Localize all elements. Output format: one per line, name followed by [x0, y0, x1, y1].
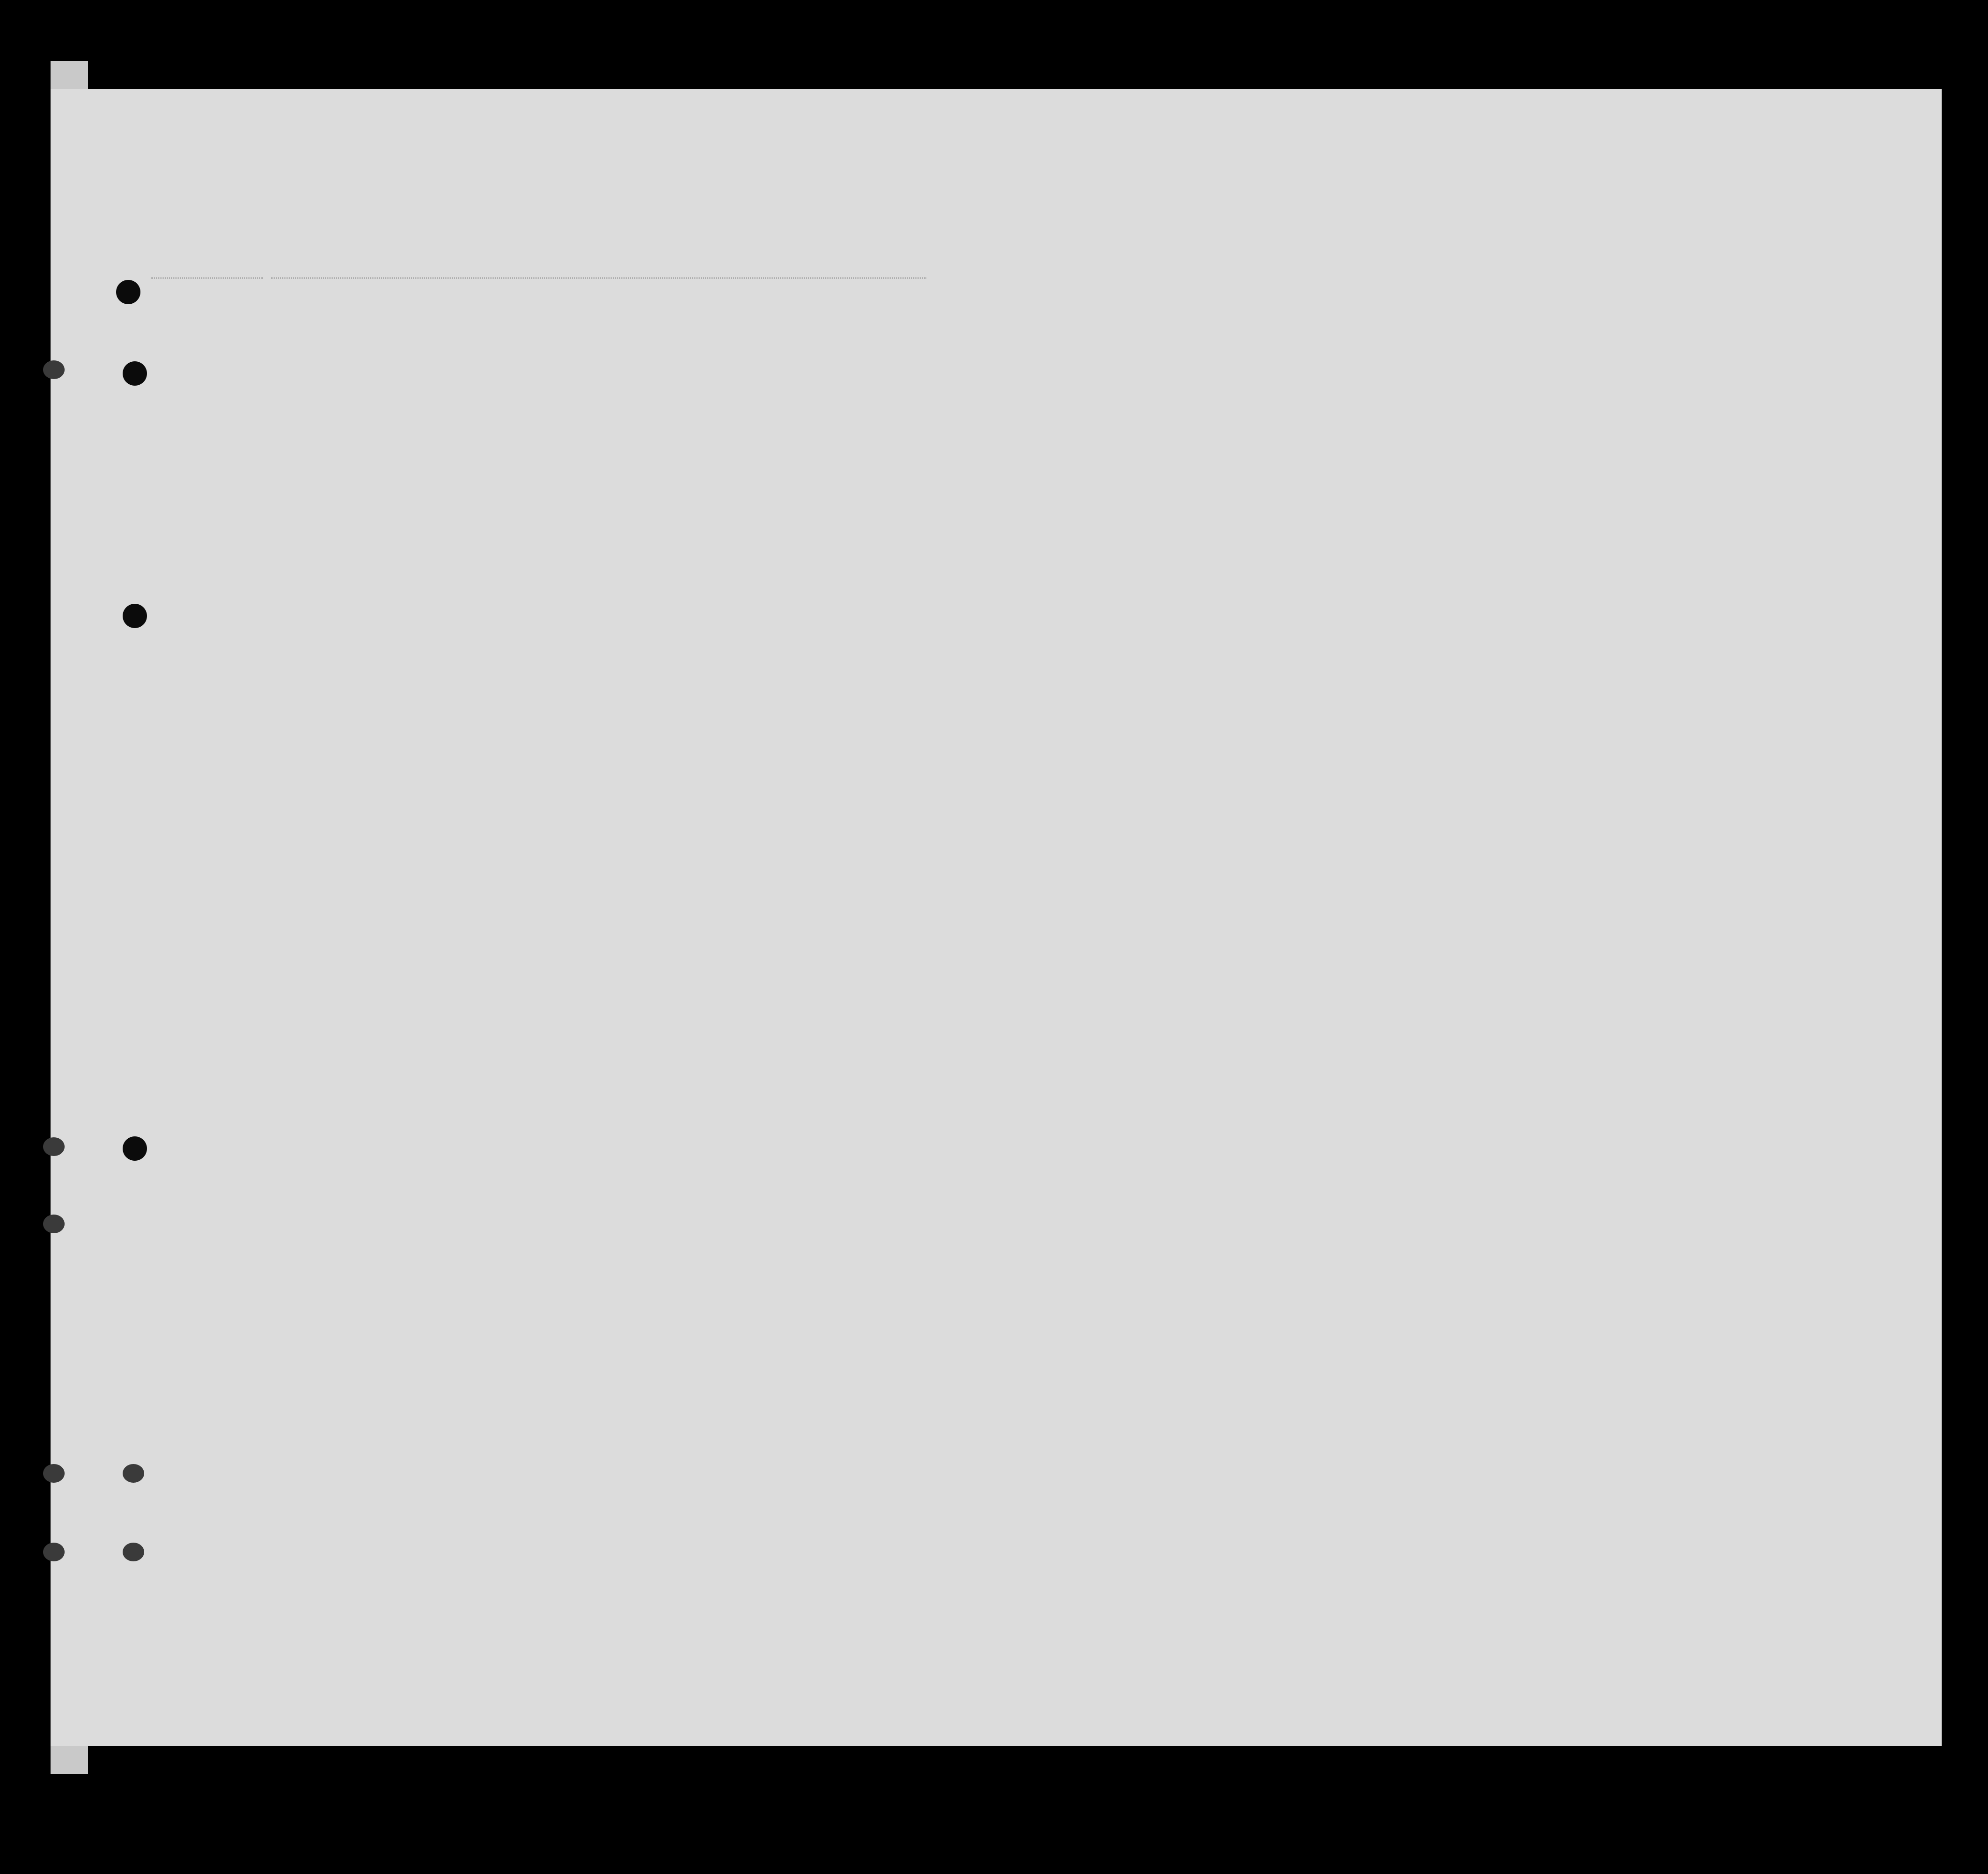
punch-hole: [43, 1215, 65, 1233]
manifest-sheet: [51, 89, 1942, 1746]
arriving-line: [151, 255, 926, 285]
punch-hole: [43, 1137, 65, 1156]
punch-hole: [123, 1464, 144, 1483]
punch-hole: [43, 1464, 65, 1483]
punch-hole: [123, 1543, 144, 1561]
punch-hole: [123, 361, 147, 386]
punch-hole: [43, 360, 65, 379]
punch-hole: [116, 280, 140, 304]
punch-hole: [43, 1543, 65, 1561]
punch-hole: [123, 1136, 147, 1161]
punch-hole: [123, 604, 147, 628]
